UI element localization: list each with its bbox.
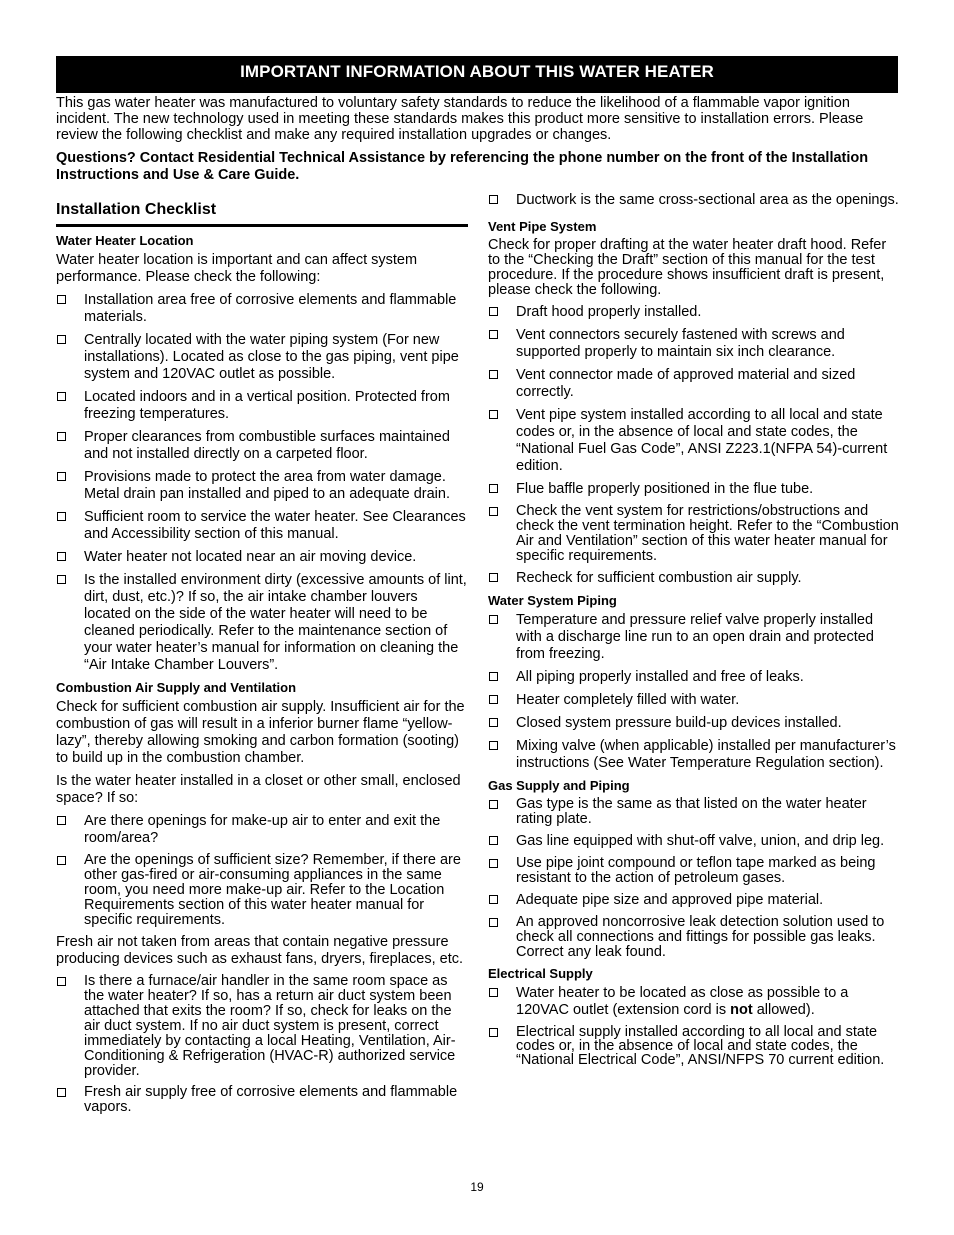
checkbox-icon (489, 484, 498, 493)
checklist-item (56, 429, 468, 463)
section-heading-electrical: Electrical Supply (488, 966, 593, 981)
checklist-item-text: Gas type is the same as that listed on the water heater rating plate. (516, 796, 867, 827)
checklist-item-text: Temperature and pressure relief valve properly installed with a discharge line run to an open drain and protected from freezing. (516, 612, 874, 662)
header-banner (56, 56, 898, 93)
checklist-item-text: Closed system pressure build-up devices installed. (516, 715, 842, 731)
checklist-item (56, 389, 468, 423)
electrical-item-text-end: allowed). (752, 1002, 815, 1018)
page-number: 19 (470, 1180, 484, 1194)
right-column (488, 192, 900, 1073)
checkbox-icon (489, 615, 498, 624)
checkbox-icon (489, 741, 498, 750)
checklist-item-text: Are the openings of sufficient size? Remember, if there are other gas-fired or air-consuming appliances in the same room, you need more make-up air. Refer to the Location Requirements section of this water heater manual for specific requirements. (84, 852, 461, 928)
checklist-item (488, 892, 900, 909)
checkbox-icon (489, 195, 498, 204)
checkbox-icon (489, 859, 498, 868)
checklist-item (488, 481, 900, 498)
vent-intro: Check for proper drafting at the water heater draft hood. Refer to the “Checking the Draft” section of this manual for the test procedure. If the procedure shows insufficient draft is present, please check the following. (488, 237, 887, 298)
left-column (56, 200, 468, 1121)
checklist-item (488, 856, 900, 886)
checkbox-icon (57, 512, 66, 521)
checklist-item-text: Sufficient room to service the water heater. See Clearances and Accessibility section of this manual. (84, 509, 466, 542)
location-intro: Water heater location is important and can affect system performance. Please check the following: (56, 252, 418, 285)
checklist-item (56, 813, 468, 847)
checklist-item-text (516, 985, 848, 1018)
checklist-item-text: Recheck for sufficient combustion air supply. (516, 570, 802, 586)
checklist-item (56, 853, 468, 928)
checklist-item-text: Flue baffle properly positioned in the flue tube. (516, 481, 814, 497)
checkbox-icon (489, 672, 498, 681)
checklist-item (488, 367, 900, 401)
checklist-item-text: Fresh air supply free of corrosive elements and flammable vapors. (84, 1084, 458, 1115)
checkbox-icon (489, 836, 498, 845)
checklist-item-text: Installation area free of corrosive elements and flammable materials. (84, 292, 457, 325)
questions-paragraph: Questions? Contact Residential Technical Assistance by referencing the phone number on the front of the Installation Instructions and Use & Care Guide. (56, 150, 869, 183)
checklist-item (488, 669, 900, 686)
checklist-item (56, 1085, 468, 1115)
checklist-item-text: Water heater not located near an air moving device. (84, 549, 417, 565)
checkbox-icon (57, 472, 66, 481)
checkbox-icon (489, 918, 498, 927)
checklist-item (488, 192, 900, 209)
combustion-para-2: Is the water heater installed in a closet or other small, enclosed space? If so: (56, 773, 461, 806)
checklist-item (488, 570, 900, 587)
checklist-item-text: Gas line equipped with shut-off valve, union, and drip leg. (516, 833, 885, 849)
checkbox-icon (489, 507, 498, 516)
checklist-item-text: Electrical supply installed according to all local and state codes or, in the absence of local and state codes, the “National Electrical Code”, ANSI/NFPS 70 current edition. (516, 1024, 885, 1068)
checkbox-icon (57, 816, 66, 825)
checkbox-icon (57, 432, 66, 441)
combustion-para-1: Check for sufficient combustion air supply. Insufficient air for the combustion of gas will result in a inferior burner flame “yellow-lazy”, thereby allowing smoking and carbon formation (sooting) to build up in the combustion chamber. (56, 699, 465, 766)
checklist-item-text: Mixing valve (when applicable) installed per manufacturer’s instructions (See Water Temperature Regulation section). (516, 738, 896, 771)
checklist-item-text: Is there a furnace/air handler in the same room space as the water heater? If so, has a return air duct system been attached that exits the room? If so, check for leaks on the air duct system. If no air duct system is present, correct immediately by contacting a local Heating, Ventilation, Air-Conditioning & Refrigeration (HVAC-R) authorized service provider. (84, 973, 456, 1079)
checklist-item-text: All piping properly installed and free of leaks. (516, 669, 804, 685)
checklist-item-text: Vent connectors securely fastened with screws and supported properly to maintain six inch clearance. (516, 327, 845, 360)
checklist-item (56, 974, 468, 1079)
checkbox-icon (489, 370, 498, 379)
checkbox-icon (489, 800, 498, 809)
checklist-item (488, 304, 900, 321)
checklist-item-text: Draft hood properly installed. (516, 304, 702, 320)
checklist-title: Installation Checklist (56, 200, 468, 227)
checklist-item (488, 738, 900, 772)
checklist-item (56, 572, 468, 674)
checklist-item (488, 915, 900, 960)
checkbox-icon (57, 392, 66, 401)
checkbox-icon (489, 895, 498, 904)
combustion-para-3: Fresh air not taken from areas that contain negative pressure producing devices such as exhaust fans, dryers, fireplaces, etc. (56, 934, 464, 967)
checklist-item (488, 407, 900, 475)
checkbox-icon (57, 977, 66, 986)
checklist-item (488, 985, 900, 1019)
checklist-item (488, 1025, 900, 1067)
section-heading-location: Water Heater Location (56, 233, 194, 248)
checklist-item (488, 612, 900, 663)
checkbox-icon (489, 695, 498, 704)
checklist-item-text: Provisions made to protect the area from water damage. Metal drain pan installed and piped to an adequate drain. (84, 469, 450, 502)
checklist-item (56, 469, 468, 503)
checkbox-icon (489, 330, 498, 339)
checkbox-icon (57, 295, 66, 304)
section-heading-combustion: Combustion Air Supply and Ventilation (56, 680, 297, 695)
checklist-item (488, 327, 900, 361)
checklist-item (488, 715, 900, 732)
section-heading-water-piping: Water System Piping (488, 593, 617, 608)
checklist-item (56, 292, 468, 326)
checklist-item (488, 797, 900, 827)
checklist-item (488, 692, 900, 709)
page-title: IMPORTANT INFORMATION ABOUT THIS WATER HEATER (240, 62, 714, 81)
checklist-item-text: Proper clearances from combustible surfaces maintained and not installed directly on a carpeted floor. (84, 429, 450, 462)
electrical-item-text-start: Water heater to be located as close as possible to a 120VAC outlet (extension cord is (516, 985, 849, 1018)
checklist-item (56, 549, 468, 566)
checklist-item (488, 833, 900, 850)
checklist-item (56, 332, 468, 383)
checkbox-icon (57, 856, 66, 865)
checklist-item-text: Are there openings for make-up air to enter and exit the room/area? (84, 813, 441, 846)
checklist-item-text: Heater completely filled with water. (516, 692, 740, 708)
checkbox-icon (489, 573, 498, 582)
checkbox-icon (489, 718, 498, 727)
electrical-item-emphasis: not (730, 1002, 753, 1018)
checklist-item (56, 509, 468, 543)
checkbox-icon (489, 988, 498, 997)
intro-paragraph: This gas water heater was manufactured to voluntary safety standards to reduce the likelihood of a flammable vapor ignition incident. The new technology used in meeting these standards makes this product more sensitive to installation errors. Please review the following checklist and make any required installation upgrades or changes. (56, 95, 864, 143)
checklist-item-text: Located indoors and in a vertical position. Protected from freezing temperatures. (84, 389, 450, 422)
checkbox-icon (489, 410, 498, 419)
checkbox-icon (489, 1028, 498, 1037)
section-heading-gas: Gas Supply and Piping (488, 778, 630, 793)
checklist-item-text: Ductwork is the same cross-sectional area as the openings. (516, 192, 899, 208)
checklist-item-text: Check the vent system for restrictions/obstructions and check the vent termination height. Refer to the “Combustion Air and Ventilation” section of this water heater manual for specific requirements. (516, 503, 899, 564)
checklist-item-text: Centrally located with the water piping system (For new installations). Located as close to the gas piping, vent pipe system and 120VAC outlet as possible. (84, 332, 459, 382)
checklist-item-text: Adequate pipe size and approved pipe material. (516, 892, 824, 908)
section-heading-vent: Vent Pipe System (488, 219, 597, 234)
checkbox-icon (489, 307, 498, 316)
checkbox-icon (57, 335, 66, 344)
checklist-item-text: Vent pipe system installed according to all local and state codes or, in the absence of local and state codes, the “National Fuel Gas Code”, ANSI Z223.1(NFPA 54)-current edition. (516, 407, 888, 474)
checklist-item-text: Use pipe joint compound or teflon tape marked as being resistant to the action of petroleum gases. (516, 855, 876, 886)
checklist-item-text: Is the installed environment dirty (excessive amounts of lint, dirt, dust, etc.)? If so, the air intake chamber louvers located on the side of the water heater will need to be cleaned periodically. Refer to the maintenance section of your water heater’s manual for information on cleaning the “Air Intake Chamber Louvers”. (84, 572, 467, 673)
checkbox-icon (57, 1088, 66, 1097)
checkbox-icon (57, 575, 66, 584)
checklist-item (488, 504, 900, 564)
checklist-item-text: An approved noncorrosive leak detection solution used to check all connections and fittings for possible gas leaks. Correct any leak found. (516, 914, 885, 960)
checklist-item-text: Vent connector made of approved material and sized correctly. (516, 367, 856, 400)
checkbox-icon (57, 552, 66, 561)
